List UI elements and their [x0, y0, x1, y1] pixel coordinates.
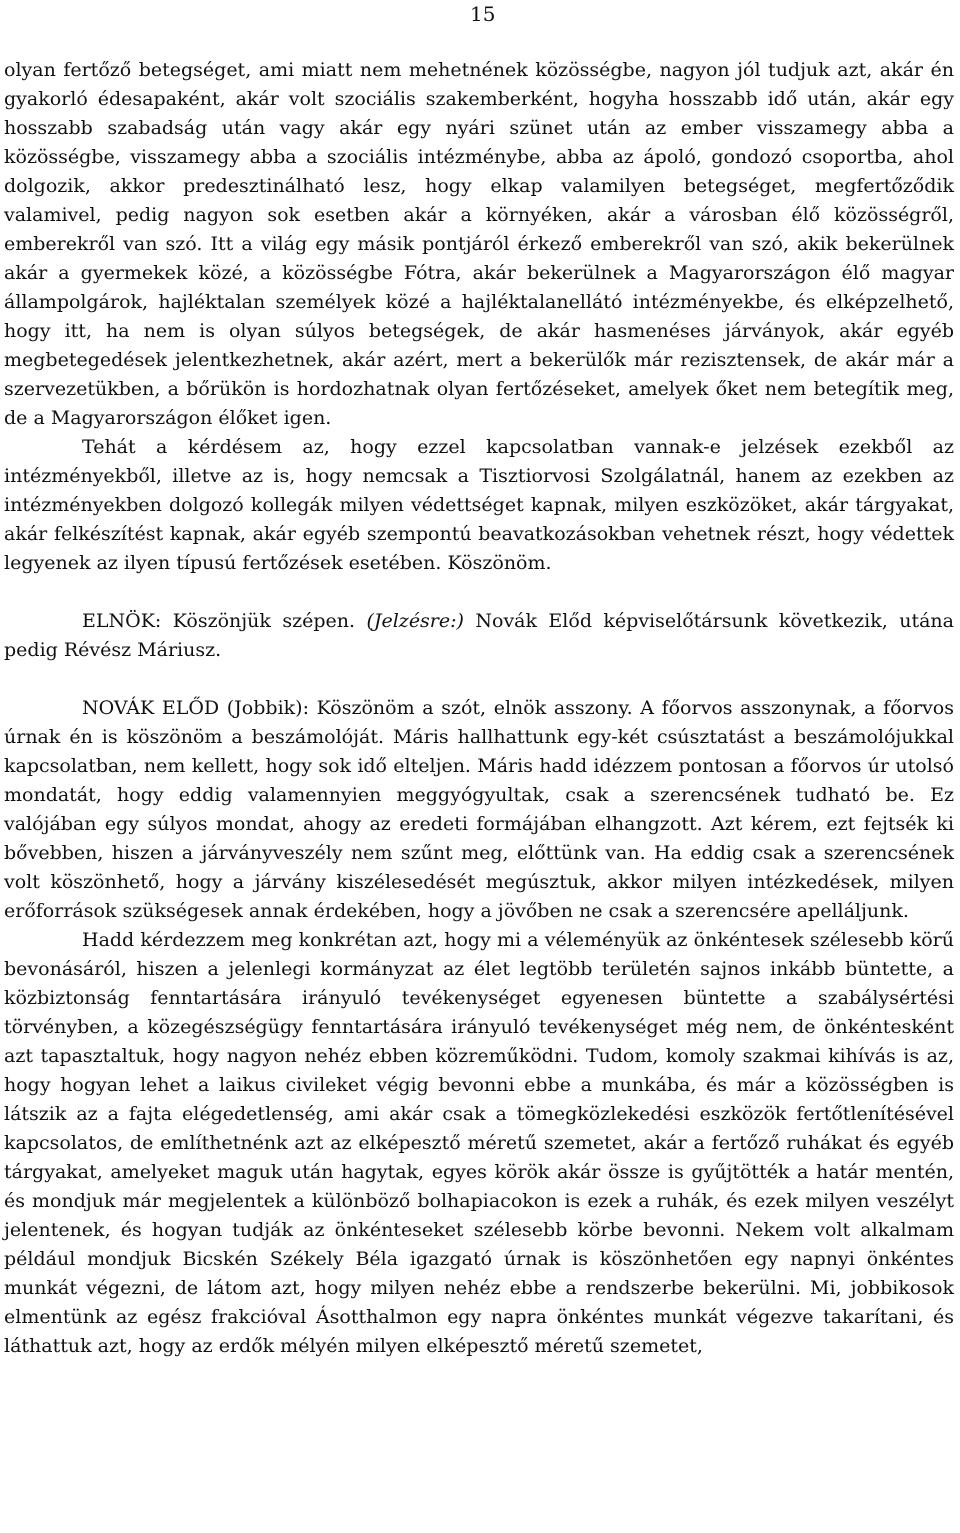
- document-body: [4, 56, 954, 1361]
- paragraph-continuation: olyan fertőző betegséget, ami miatt nem mehetnének közösségbe, nagyon jól tudjuk azt, akár én gyakorló édesapaként, akár volt szociális szakemberként, hogyha hosszabb idő után, akár egy hosszabb szabadság után vagy akár egy nyári szünet után az ember visszamegy abba a közösségbe, visszamegy abba a szociális intézménybe, abba az ápoló, gondozó csoportba, ahol dolgozik, akkor predesztinálható lesz, hogy elkap valamilyen betegséget, megfertőződik valamivel, pedig nagyon sok esetben akár a környéken, akár a városban élő közösségről, emberekről van szó. Itt a világ egy másik pontjáról érkező emberekről van szó, akik bekerülnek akár a gyermekek közé, a közösségbe Fótra, akár bekerülnek a Magyarországon élő magyar állampolgárok, hajléktalan személyek közé a hajléktalanellátó intézményekbe, és elképzelhető, hogy itt, ha nem is olyan súlyos betegségek, de akár hasmenéses járványok, akár egyéb megbetegedések jelentkezhetnek, akár azért, mert a bekerülők már rezisztensek, de akár már a szervezetükben, a bőrükön is hordozhatnak olyan fertőzéseket, amelyek őket nem betegítik meg, de a Magyarországon élőket igen.: [4, 59, 954, 429]
- paragraph-speaker-novak: NOVÁK ELŐD (Jobbik): Köszönöm a szót, elnök asszony. A főorvos asszonynak, a főorvos úrnak én is köszönöm a beszámolóját. Máris hallhattunk egy-két csúsztatást a beszámolójukkal kapcsolatban, nem kellett, hogy sok idő elteljen. Máris hadd idézzem pontosan a főorvos úr utolsó mondatát, hogy eddig valamennyien meggyógyultak, csak a szerencsének tudható be. Ez valójában egy súlyos mondat, ahogy az eredeti formájában elhangzott. Azt kérem, ezt fejtsék ki bővebben, hiszen a járványveszély nem szűnt meg, előttünk van. Ha eddig csak a szerencsének volt köszönhető, hogy a járvány kiszélesedését megúsztuk, akkor milyen intézkedések, milyen erőforrások szükségesek annak érdekében, hogy a jövőben ne csak a szerencsére apelláljunk.: [4, 697, 954, 922]
- paragraph-volunteers: Hadd kérdezzem meg konkrétan azt, hogy mi a véleményük az önkéntesek szélesebb körű bevonásáról, hiszen a jelenlegi kormányzat az élet legtöbb területén sajnos inkább büntette, a közbiztonság fenntartására irányuló tevékenységet egyenesen büntette a szabálysértési törvényben, a közegészségügy fenntartására irányuló tevékenységet még nem, de önkéntesként azt tapasztaltuk, hogy nagyon nehéz ebben közreműködni. Tudom, komoly szakmai kihívás is az, hogy hogyan lehet a laikus civileket végig bevonni ebbe a munkába, és már a közösségben is látszik az a fajta elégedetlenség, ami akár csak a tömegközlekedési eszközök fertőtlenítésével kapcsolatos, de említhetnénk azt az elképesztő méretű szemetet, akár a fertőző ruhákat és egyéb tárgyakat, amelyeket maguk után hagytak, egyes körök akár össze is gyűjtötték a határ mentén, és mondjuk már megjelentek a különböző bolhapiacokon is ezek a ruhák, és ezek milyen veszélyt jelentenek, és hogyan tudják az önkénteseket szélesebb körbe bevonni. Nekem volt alkalmam például mondjuk Bicskén Székely Béla igazgató úrnak is köszönhetően egy napnyi önkéntes munkát végezni, de látom azt, hogy milyen nehéz ebbe a rendszerbe bekerülni. Mi, jobbikosok elmentünk az egész frakcióval Ásotthalmon egy napra önkéntes munkát végezve takarítani, és láthattuk azt, hogy az erdők mélyén milyen elképesztő méretű szemetet,: [4, 929, 954, 1357]
- paragraph-chair-remark: [4, 607, 954, 665]
- chair-remark-text-after: Novák Előd képviselőtársunk következik, utána pedig Révész Máriusz.: [4, 610, 955, 661]
- chair-remark-stage-direction: (Jelzésre:): [366, 610, 464, 632]
- chair-remark-text: ELNÖK: Köszönjük szépen.: [82, 610, 367, 632]
- paragraph-question: Tehát a kérdésem az, hogy ezzel kapcsolatban vannak-e jelzések ezekből az intézményekből, illetve az is, hogy nemcsak a Tisztiorvosi Szolgálatnál, hanem az ezekben az intézményekben dolgozó kollegák milyen védettséget kapnak, milyen eszközöket, akár tárgyakat, akár felkészítést kapnak, akár egyéb szempontú beavatkozásokban vehetnek részt, hogy védettek legyenek az ilyen típusú fertőzések esetében. Köszönöm.: [4, 436, 954, 574]
- page-number: 15: [470, 2, 496, 26]
